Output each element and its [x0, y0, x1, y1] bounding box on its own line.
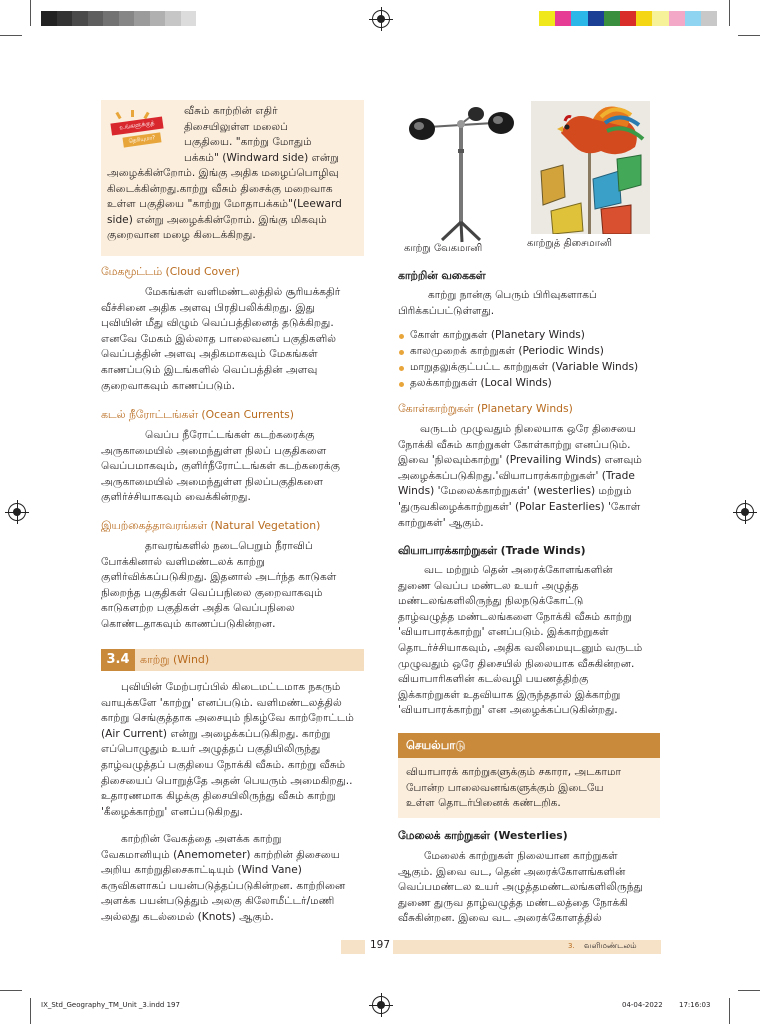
color-swatch — [604, 11, 620, 26]
unit-title: வளிமண்டலம் — [584, 941, 637, 950]
gray-swatch — [119, 11, 135, 26]
activity-label: செயல்பாடு — [406, 738, 466, 752]
caption-wind-vane: காற்றுத் திசைமானி — [527, 238, 612, 249]
trade-winds-paragraph: வட மற்றும் தென் அரைக்கோளங்களின் துணை வெப்ப மண்டல உயர் அழுத்த மண்டலங்களிலிருந்து நிலநடுக்கோட்டு தாழ்வழுத்த மண்டலங்களை நோக்கி வீசும் காற்று 'வியாபாரக்காற்று' எனப்படும். இக்காற்றுகள் தொடர்ச்சியாகவும், அதிக வலிமையுடனும் வருடம் முழுவதும் ஒரே திசையில் நிலையாக வீசுகின்றன. வியாபாரிகளின் கடல்வழி பயணத்திற்கு இக்காற்றுகள் உதவியாக இருந்ததால் இக்காற்று 'வியாபாரக்காற்று' என அழைக்கப்படுகின்றது. — [398, 564, 643, 717]
planetary-winds-heading: கோள்காற்றுகள் (Planetary Winds) — [398, 402, 573, 415]
color-swatch — [555, 11, 571, 26]
file-name: IX_Std_Geography_TM_Unit _3.indd 197 — [41, 1001, 180, 1009]
note-text-top: வீசும் காற்றின் எதிர் திசையிலுள்ள மலைப் பகுதியை. "காற்று மோதும் பக்கம்" (Windward side) என்று — [184, 105, 339, 164]
gray-swatch — [134, 11, 150, 26]
gray-swatch — [150, 11, 166, 26]
wind-types-paragraph: காற்று நான்கு பெரும் பிரிவுகளாகப் பிரிக்கப்பட்டுள்ளது. — [398, 289, 597, 317]
section-number: 3.4 — [101, 649, 135, 671]
gray-swatch — [41, 11, 57, 26]
print-time: 17:16:03 — [679, 1001, 711, 1009]
color-swatch — [669, 11, 685, 26]
color-swatch — [620, 11, 636, 26]
gray-swatch — [181, 11, 197, 26]
unit-number: 3. — [568, 942, 575, 950]
note-text-bottom: அழைக்கின்றோம். இங்கு அதிக மழைப்பொழிவு கிடைக்கின்றது.காற்று வீசும் திசைக்கு மறைவாக உள்ள பகுதியை "காற்று மோதாபக்கம்"(Leeward side) என்று அழைக்கின்றோம். இங்கு மிகவும் குறைவான மழை கிடைக்கிறது. — [107, 167, 342, 242]
list-item: தலக்காற்றுகள் (Local Winds) — [410, 377, 552, 389]
section-header-wind — [101, 649, 364, 671]
list-item: காலமுறைக் காற்றுகள் (Periodic Winds) — [410, 345, 604, 357]
planetary-winds-paragraph: வருடம் முழுவதும் நிலையாக ஒரே திசையை நோக்கி வீசும் காற்றுகள் கோள்காற்று எனப்படும். இவை 'நிலவும்காற்று' (Prevailing Winds) எனவும் அழைக்கப்படுகிறது.'வியாபாரக்காற்றுகள்' (Trade Winds) 'மேலைக்காற்றுகள்' (westerlies) மற்றும் 'துருவகிழைக்காற்றுகள்' (Polar Easterlies) 'கோள் காற்றுகள்' ஆகும். — [398, 423, 642, 529]
gray-swatch — [88, 11, 104, 26]
wind-paragraph: புவியின் மேற்பரப்பில் கிடைமட்டமாக நகரும் வாயுக்களே 'காற்று' எனப்படும். வளிமண்டலத்தில் காற்று செங்குத்தாக அசையும் நிகழ்வே காற்றோட்டம் (Air Current) என்று அழைக்கப்படுகிறது. காற்று எப்பொழுதும் உயர் அழுத்தப் பகுதியிலிருந்து தாழ்வழுத்தப் பகுதியை நோக்கி வீசும். காற்று வீசும் திசையைப் பொறுத்தே அதன் பெயரும் அமைகிறது.. உதாரணமாக கிழக்கு திசையிலிருந்து வீசும் காற்று 'கீழைக்காற்று' எனப்படுகிறது. — [101, 681, 354, 818]
gray-swatch — [103, 11, 119, 26]
did-you-know-badge — [105, 110, 167, 152]
trade-winds-heading: வியாபாரக்காற்றுகள் (Trade Winds) — [398, 544, 586, 557]
crop-mark — [0, 35, 22, 36]
crop-mark — [738, 35, 760, 36]
natural-vegetation-paragraph: தாவரங்களில் நடைபெறும் நீராவிப் போக்கினால் வளிமண்டலக் காற்று குளிர்விக்கப்படுகிறது. இதனால் அடர்ந்த காடுகள் நிறைந்த பகுதிகள் வெப்பநிலை குறைவாகவும் காடுகளற்ற பகுதிகள் அதிக வெப்பநிலை கொண்டதாகவும் காணப்படுகின்றன. — [101, 540, 337, 630]
print-date: 04-04-2022 — [622, 1001, 663, 1009]
gray-swatch — [57, 11, 73, 26]
wind-instruments-paragraph: காற்றின் வேகத்தை அளக்க காற்று வேகமானியும் (Anemometer) காற்றின் திசையை அறிய காற்றுதிசைகாட்டியும் (Wind Vane) கருவிகளாகப் பயன்படுத்தப்படுகின்றன. காற்றினை அளக்க பயன்படுத்தும் அலகு கிலோமீட்டர்/மணி அல்லது கடல்மைல் (Knots) ஆகும். — [101, 833, 346, 923]
crop-mark — [738, 990, 760, 991]
activity-header — [398, 733, 660, 758]
cloud-cover-paragraph: மேகங்கள் வளிமண்டலத்தில் சூரியக்கதிர் வீச்சினை அதிக அளவு பிரதிபலிக்கிறது. இது புவியின் மீது விழும் வெப்பத்தினைத் தடுக்கிறது. எனவே மேகம் இல்லாத பாலைவனப் பகுதிகளில் வெப்பத்தின் அளவு அதிகமாகவும் மேகங்கள் காணப்படும் இடங்களில் வெப்பத்தின் அளவு குறைவாகவும் காணப்படும். — [101, 286, 341, 392]
page-number: 197 — [370, 939, 391, 951]
caption-anemometer: காற்று வேகமானி — [404, 243, 483, 254]
wind-vane-image — [531, 101, 650, 234]
westerlies-paragraph: மேலைக் காற்றுகள் நிலையான காற்றுகள் ஆகும். இவை வட, தென் அரைக்கோளங்களின் வெப்பமண்டல உயர் அழுத்தமண்டலங்களிலிருந்து துணை துருவ தாழ்வழுத்த மண்டலத்தை நோக்கி வீசுகின்றன. இவை வட அரைக்கோளத்தில் — [398, 850, 643, 925]
color-swatch — [539, 11, 555, 26]
ocean-currents-heading: கடல் நீரோட்டங்கள் (Ocean Currents) — [101, 408, 294, 421]
gray-swatch — [165, 11, 181, 26]
badge-line-2: தெரியுமா? — [122, 132, 161, 147]
page-number-bar — [341, 940, 365, 954]
wind-types-heading: காற்றின் வகைகள் — [398, 269, 486, 282]
crop-mark — [0, 990, 22, 991]
registration-mark-left — [8, 503, 26, 521]
registration-mark-right — [736, 503, 754, 521]
gray-swatch — [72, 11, 88, 26]
section-title: காற்று (Wind) — [140, 653, 210, 666]
cloud-cover-heading: மேகமூட்டம் (Cloud Cover) — [101, 265, 240, 278]
color-swatch — [571, 11, 587, 26]
list-item: மாறுதலுக்குட்பட்ட காற்றுகள் (Variable Winds) — [410, 361, 639, 373]
natural-vegetation-heading: இயற்கைத்தாவரங்கள் (Natural Vegetation) — [101, 519, 321, 532]
color-swatch — [588, 11, 604, 26]
registration-mark-top — [372, 10, 390, 28]
color-swatch — [701, 11, 717, 26]
registration-mark-bottom — [372, 996, 390, 1014]
crop-mark — [30, 998, 31, 1024]
crop-mark — [729, 0, 730, 26]
badge-line-1: உங்களுக்குத் — [110, 116, 163, 135]
anemometer-image — [402, 104, 520, 244]
color-swatch — [652, 11, 668, 26]
activity-text: வியாபாரக் காற்றுகளுக்கும் சகாரா, அடகாமா போன்ற பாலைவனங்களுக்கும் இடையே உள்ள தொடர்பினைக் கண்டறிக. — [406, 766, 622, 810]
list-item: கோள் காற்றுகள் (Planetary Winds) — [410, 329, 585, 341]
ocean-currents-paragraph: வெப்ப நீரோட்டங்கள் கடற்கரைக்கு அருகாமையில் அமைந்துள்ள நிலப் பகுதிகளை வெப்பமாகவும், குளிர்நீரோட்டங்கள் கடற்கரைக்கு அருகாமையில் அமைந்துள்ள நிலப்பகுதிகளை குளிர்ச்சியாகவும் வைக்கின்றது. — [101, 429, 340, 504]
westerlies-heading: மேலைக் காற்றுகள் (Westerlies) — [398, 829, 568, 842]
crop-mark — [30, 0, 31, 26]
color-swatch — [636, 11, 652, 26]
crop-mark — [729, 998, 730, 1024]
color-swatch — [685, 11, 701, 26]
